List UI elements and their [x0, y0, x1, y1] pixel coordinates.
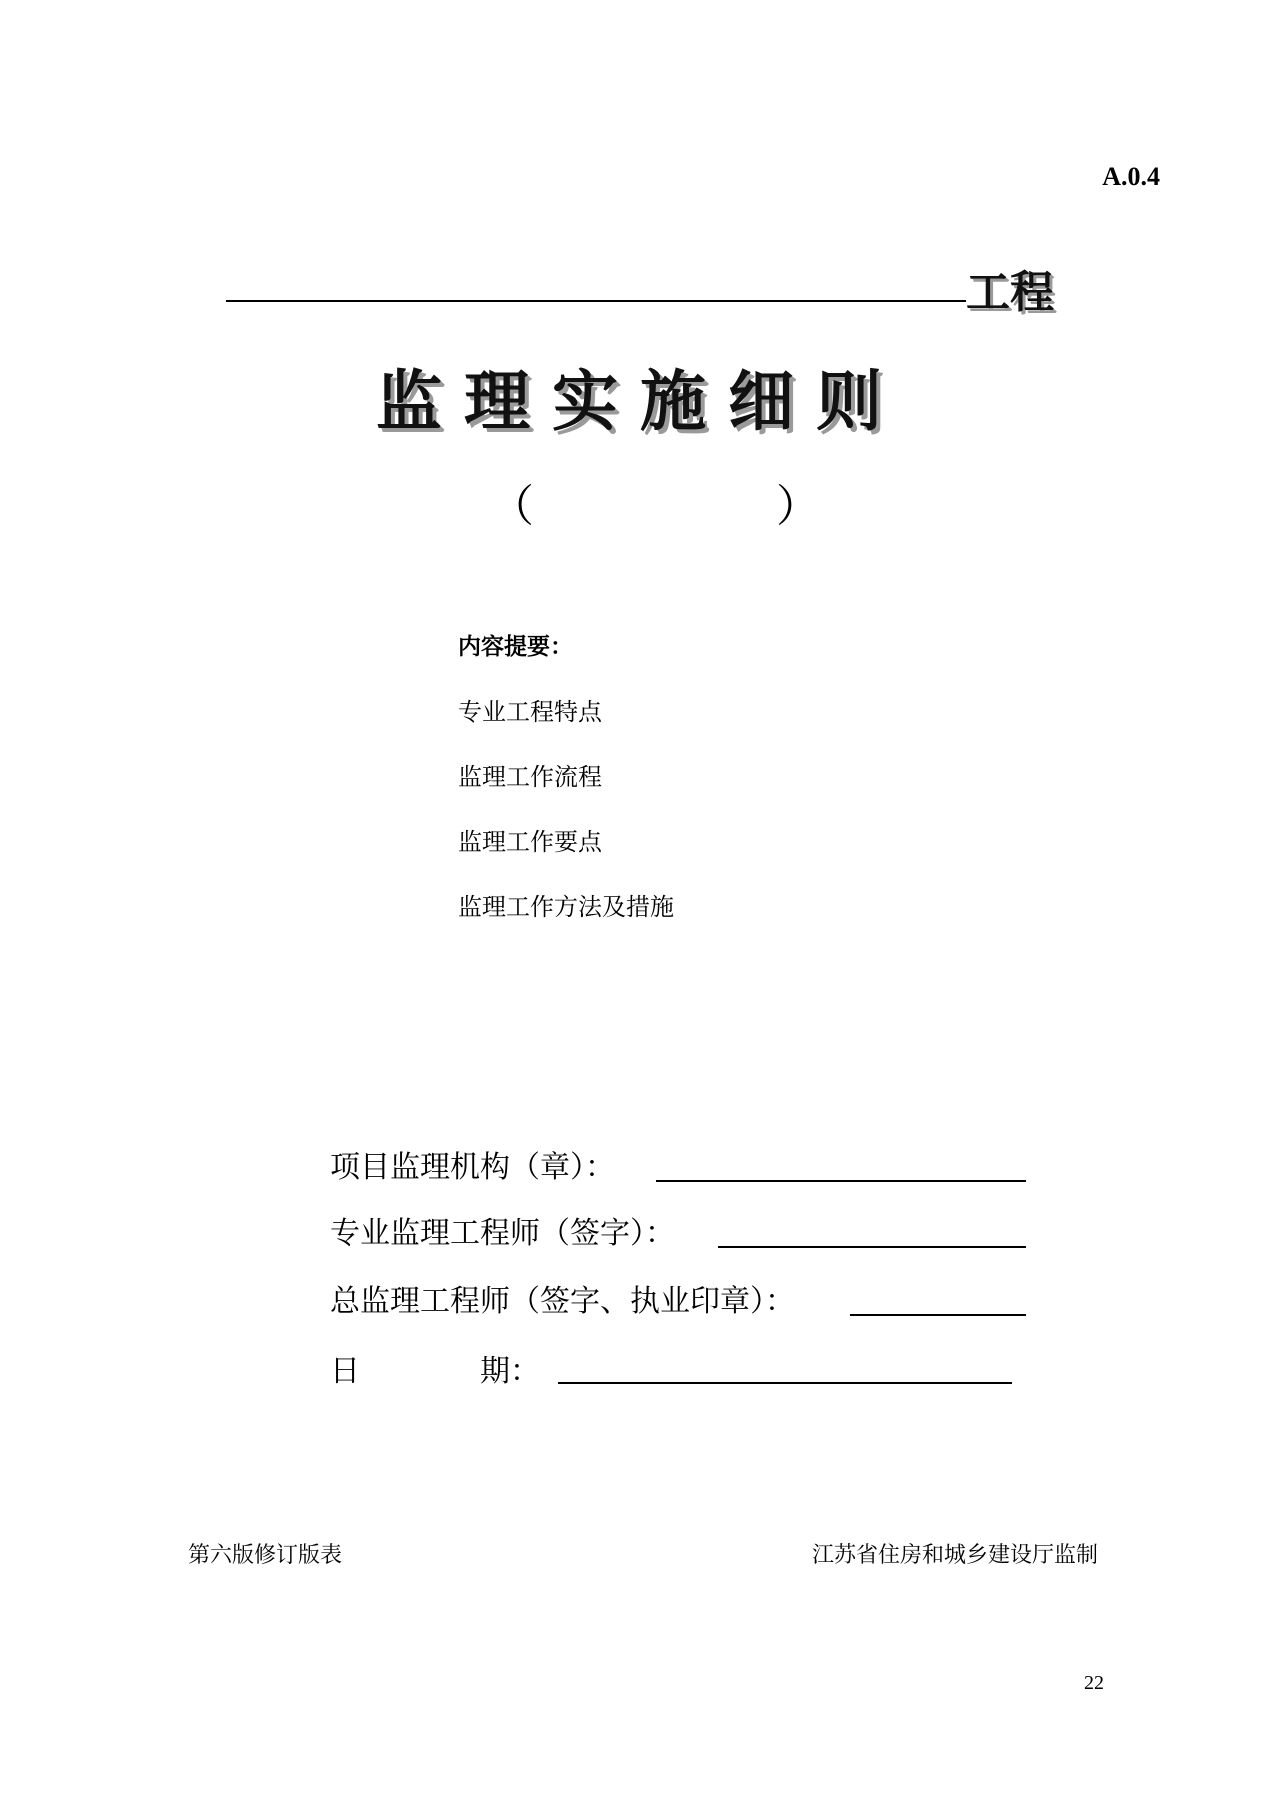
subtitle-paren-open: （ [490, 481, 534, 532]
signature-line-org [656, 1180, 1026, 1182]
signature-label-chief: 总监理工程师（签字、执业印章）： [330, 1284, 795, 1319]
summary-heading: 内容提要： [458, 634, 573, 660]
signature-line-specialist [718, 1246, 1026, 1248]
project-suffix: 工程 [966, 267, 1054, 318]
footer-edition: 第六版修订版表 [188, 1543, 343, 1568]
project-name-line [226, 300, 966, 302]
summary-item: 监理工作流程 [458, 763, 602, 791]
signature-label-specialist: 专业监理工程师（签字）： [330, 1216, 675, 1251]
signature-label-org: 项目监理机构（章）： [330, 1150, 615, 1185]
signature-label-date: 日 期： [330, 1354, 540, 1389]
signature-line-chief [850, 1314, 1026, 1316]
footer-issuer: 江苏省住房和城乡建设厅监制 [811, 1543, 1098, 1568]
summary-item: 专业工程特点 [458, 698, 602, 726]
page-number: 22 [1084, 1672, 1104, 1694]
signature-line-date [558, 1382, 1012, 1384]
form-code: A.0.4 [1102, 162, 1160, 191]
subtitle-paren-close: ） [776, 481, 820, 532]
summary-item: 监理工作方法及措施 [458, 893, 674, 921]
document-title: 监理实施细则 [376, 363, 904, 440]
summary-item: 监理工作要点 [458, 828, 602, 856]
